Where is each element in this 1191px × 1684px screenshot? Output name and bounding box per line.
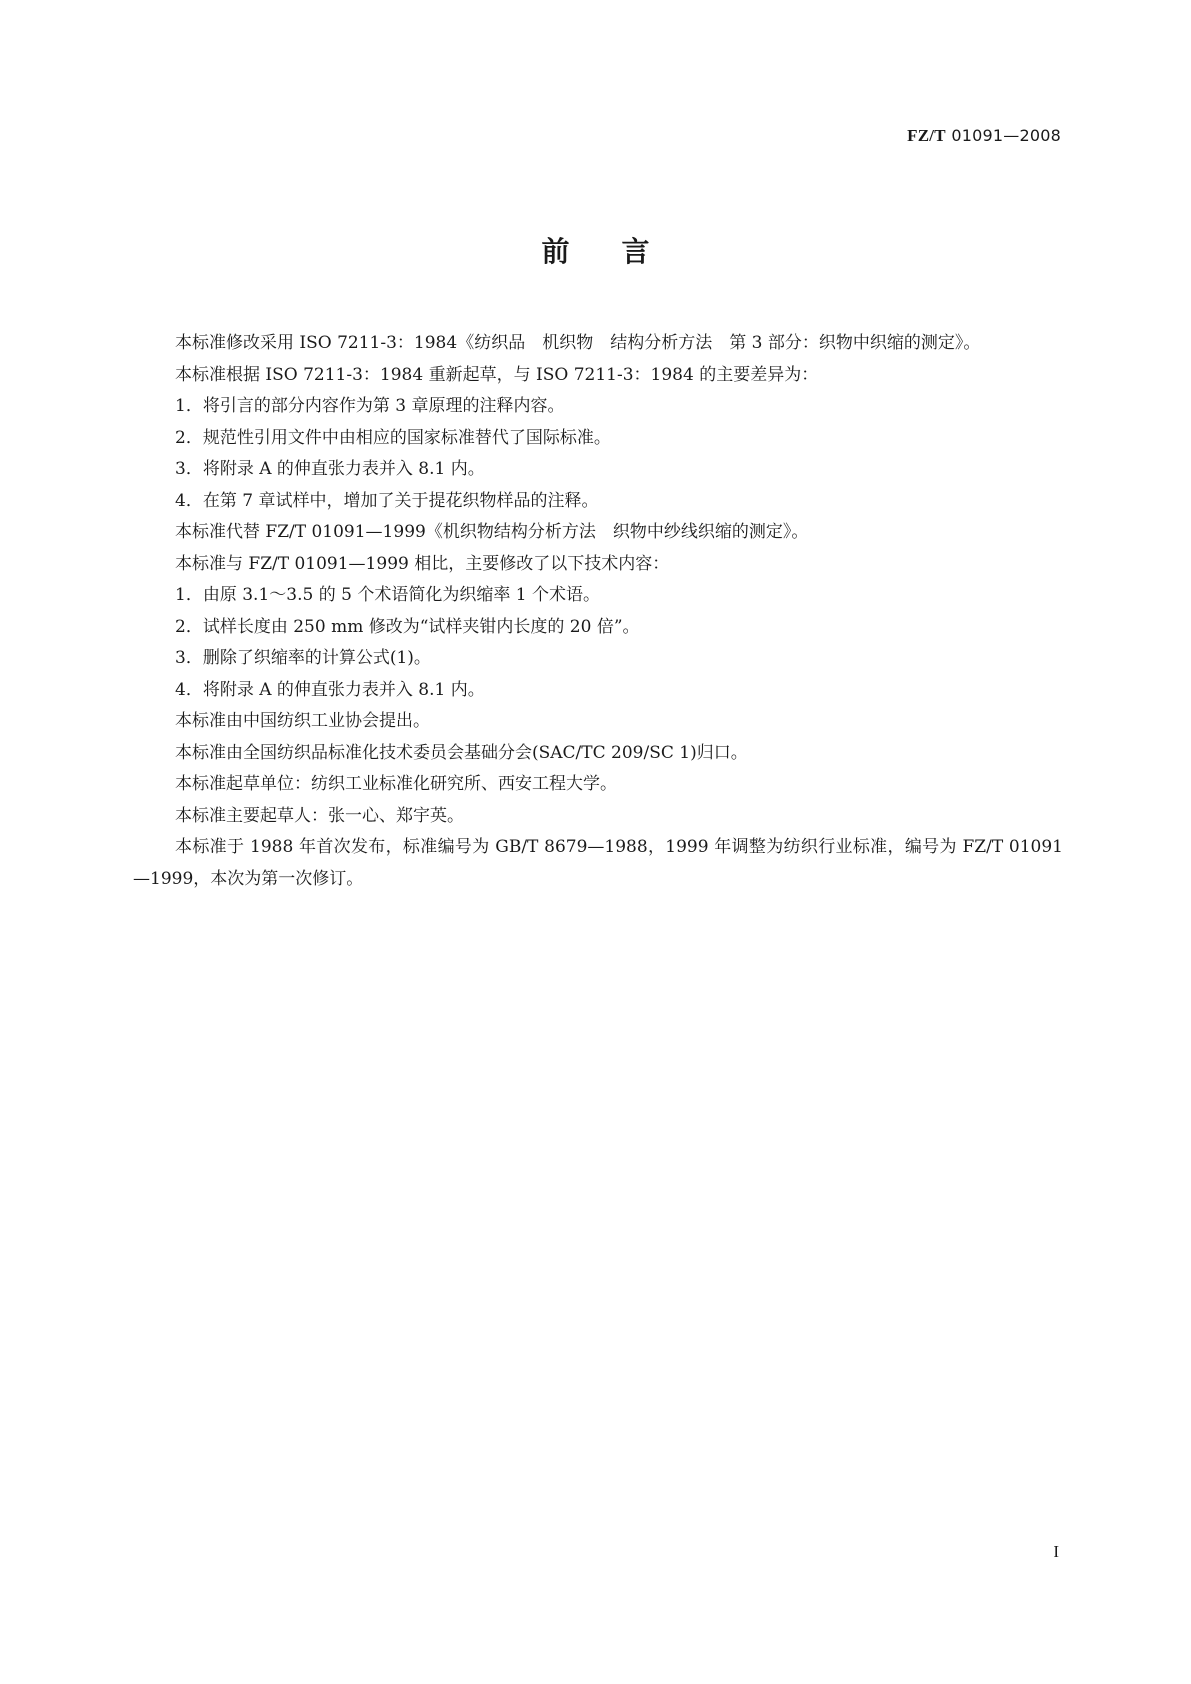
paragraph-proposer: 本标准由中国纺织工业协会提出。 xyxy=(175,711,430,731)
list-item: 4．在第 7 章试样中，增加了关于提花织物样品的注释。 xyxy=(175,490,599,511)
standard-code-prefix: FZ/T xyxy=(907,126,946,145)
list-item: 2．规范性引用文件中由相应的国家标准替代了国际标准。 xyxy=(175,427,611,448)
paragraph-centralized: 本标准由全国纺织品标准化技术委员会基础分会(SAC/TC 209/SC 1)归口。 xyxy=(175,742,748,763)
list-item: 1．将引言的部分内容作为第 3 章原理的注释内容。 xyxy=(175,396,565,416)
paragraph-changes-intro: 本标准与 FZ/T 01091—1999 相比，主要修改了以下技术内容： xyxy=(175,553,670,574)
list-item: 2．试样长度由 250 mm 修改为“试样夹钳内长度的 20 倍”。 xyxy=(175,616,640,637)
list-item: 1．由原 3.1～3.5 的 5 个术语简化为织缩率 1 个术语。 xyxy=(175,585,600,605)
paragraph-differences-intro: 本标准根据 ISO 7211-3：1984 重新起草，与 ISO 7211-3：1984 的主要差异为： xyxy=(175,364,819,385)
page-title: 前言 xyxy=(541,235,702,268)
paragraph-drafting-units: 本标准起草单位：纺织工业标准化研究所、西安工程大学。 xyxy=(175,774,617,794)
foreword-body xyxy=(133,328,1063,895)
paragraph-history: 本标准于 1988 年首次发布，标准编号为 GB/T 8679—1988，1999 年调整为纺织行业标准，编号为 FZ/T 01091—1999，本次为第一次修订。 xyxy=(133,837,1063,889)
standard-code-number: 01091—2008 xyxy=(951,126,1061,145)
list-item: 3．将附录 A 的伸直张力表并入 8.1 内。 xyxy=(175,459,485,479)
paragraph-adoption: 本标准修改采用 ISO 7211-3：1984《纺织品 机织物 结构分析方法 第 3 部分：织物中织缩的测定》。 xyxy=(175,333,981,353)
paragraph-drafters: 本标准主要起草人：张一心、郑宇英。 xyxy=(175,805,464,826)
list-item: 3．删除了织缩率的计算公式(1)。 xyxy=(175,648,431,668)
list-item: 4．将附录 A 的伸直张力表并入 8.1 内。 xyxy=(175,679,485,700)
page-number: I xyxy=(1053,1542,1059,1561)
standard-code xyxy=(907,126,1061,146)
paragraph-replaces: 本标准代替 FZ/T 01091—1999《机织物结构分析方法 织物中纱线织缩的测定》。 xyxy=(175,522,809,542)
